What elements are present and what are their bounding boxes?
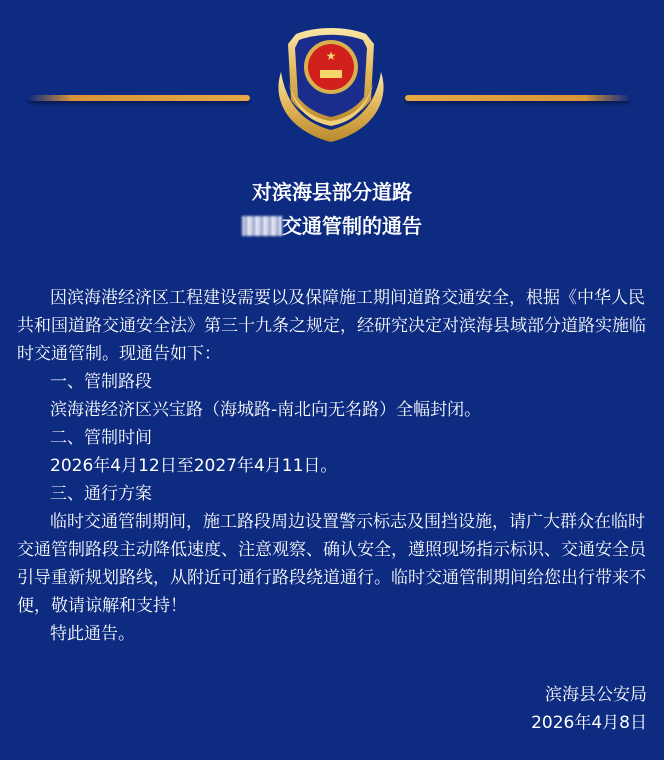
gold-divider-right <box>405 95 630 101</box>
section1-heading: 一、管制路段 <box>50 372 152 392</box>
intro-paragraph: 因滨海港经济区工程建设需要以及保障施工期间道路交通安全，根据《中华人民共和国道路交通安全法》第三十九条之规定，经研究决定对滨海县域部分道路实施临时交通管制。现通告如下： <box>17 288 646 364</box>
notice-title-line2 <box>0 210 664 239</box>
police-emblem-icon <box>266 22 396 144</box>
notice-title-line1: 对滨海县部分道路 <box>252 180 412 204</box>
notice-title-line2-text: 交通管制的通告 <box>282 214 422 238</box>
gold-divider-left <box>28 95 250 101</box>
redacted-text <box>242 216 282 236</box>
issuer: 滨海县公安局 <box>545 685 647 705</box>
closing-text: 特此通告。 <box>50 624 135 644</box>
section1-text: 滨海港经济区兴宝路（海城路-南北向无名路）全幅封闭。 <box>50 400 482 420</box>
svg-text:★: ★ <box>325 49 337 63</box>
section3-text: 临时交通管制期间，施工路段周边设置警示标志及围挡设施，请广大群众在临时交通管制路段主动降低速度、注意观察、确认安全，遵照现场指示标识、交通安全员引导重新规划路线，从附近可通行路段绕道通行。临时交通管制期间给您出行带来不便，敬请谅解和支持！ <box>17 512 646 616</box>
section2-heading: 二、管制时间 <box>50 428 152 448</box>
section3-heading: 三、通行方案 <box>50 484 152 504</box>
notice-body <box>17 284 649 648</box>
section2-text: 2026年4月12日至2027年4月11日。 <box>50 456 338 476</box>
issue-date: 2026年4月8日 <box>531 713 647 733</box>
